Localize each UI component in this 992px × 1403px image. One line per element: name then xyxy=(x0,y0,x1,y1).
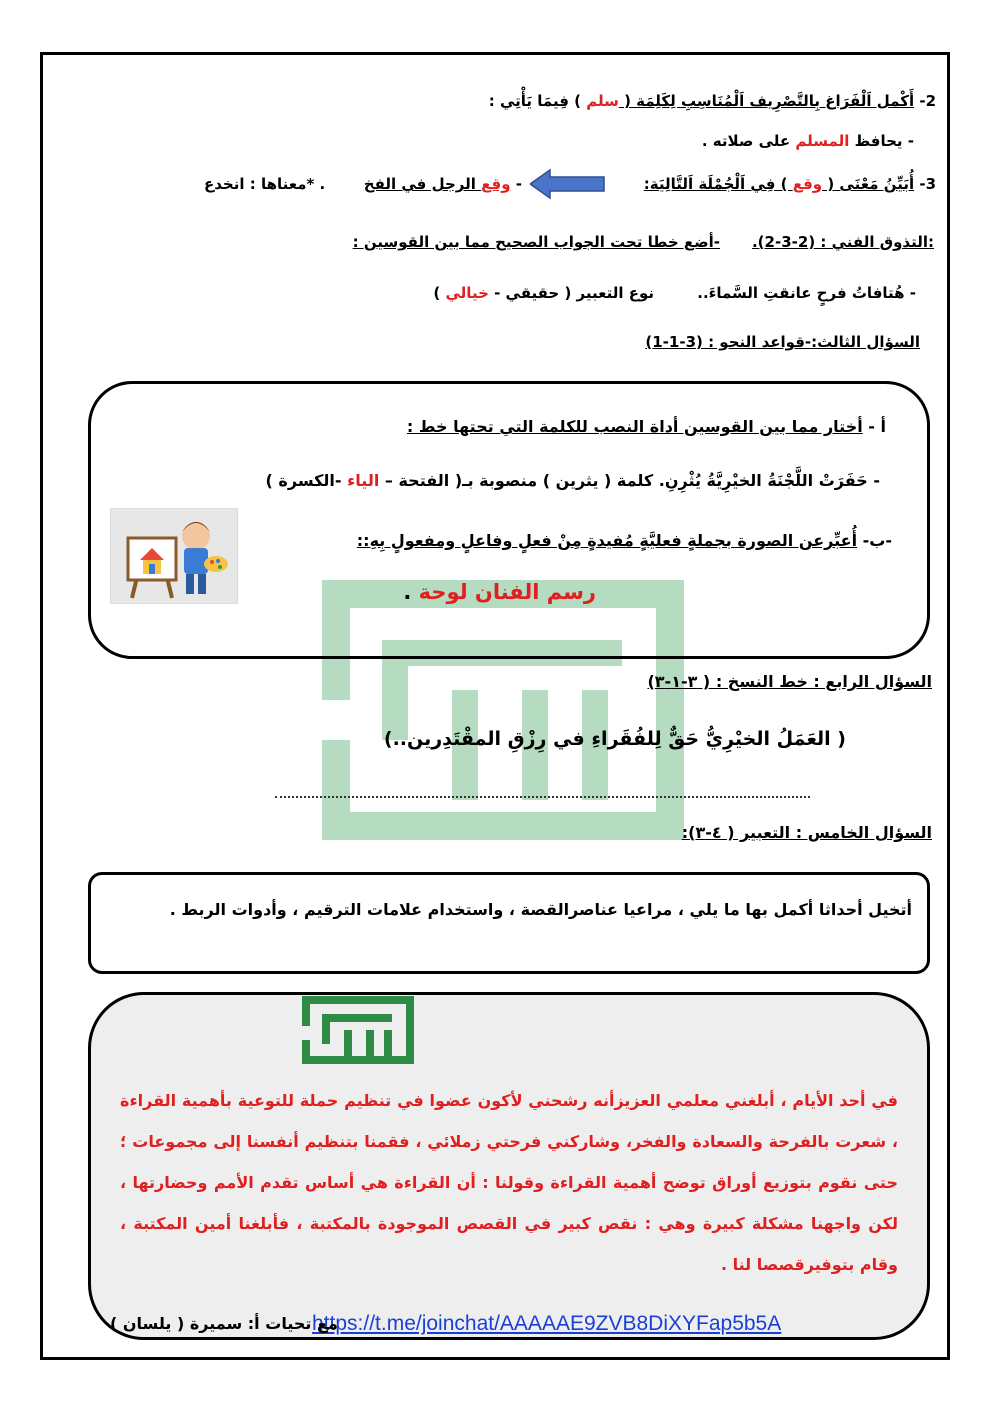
q3-meaning: . *معناها : انخدع xyxy=(204,175,326,193)
taste-line: - هُتافاتُ فرحٍ عانقتِ السَّماءَ.. xyxy=(697,284,916,302)
q3-text2: ) فِي اَلْجُمْلَة اَلتَّالِيَة: xyxy=(643,175,793,193)
q2-answer-suffix: على صلاته . xyxy=(701,132,796,150)
story-paragraph: في أحد الأيام ، أبلغني معلمي العزيزأنه رشحني لأكون عضوا في تنظيم حملة للتوعية بأهمية القراءة ، شعرت بالفرحة والسعادة والفخر، وشاركني فرحتي زملائي ، فقمنا بتنظيم أنفسنا إلى مجموعات ؛ حتى نقوم بتوزيع أوراق توضح أهمية القراءة وقولنا : أن القراءة هي أساس تقدم الأمم وحضارتها ، لكن واجهنا مشكلة كبيرة وهي : نقص كبير في القصص الموجودة بالمكتبة ، فأبلغنا أمين المكتبة ، وقام بتوفيرقصصا لنا . xyxy=(120,1091,898,1274)
q2-suffix: ) فِيمَا يَأْتِي : xyxy=(488,92,587,110)
q3-sentence-line xyxy=(364,175,522,193)
q-third-heading: السؤال الثالث:-قواعد النحو : (3-1-1) xyxy=(645,333,920,351)
q-fourth-heading: السؤال الرابع : خط النسخ : ( ٣-١-٣) xyxy=(647,672,932,691)
q-third-b-line xyxy=(357,531,892,550)
q2-text: أَكْمل اَلْفَرَاغ بِالتَّصْرِيف اَلْمُنَاسِبِ لِكَلِمَة ( xyxy=(618,92,915,110)
q2-word: سلم xyxy=(586,92,619,110)
taste-heading: :التذوق الفني : (2-3-2). xyxy=(751,233,934,251)
taste-answer: خيالي xyxy=(445,284,489,302)
writing-line xyxy=(275,796,810,798)
q-third-a-sentence xyxy=(266,471,880,490)
q-third-a-answer: الياء xyxy=(347,471,380,490)
q3-sentence-dash: - xyxy=(510,175,522,193)
arrow-left-icon xyxy=(530,168,606,200)
taste-type-line xyxy=(433,284,654,302)
painter-boy-icon xyxy=(110,508,238,604)
q3-prefix: 3- xyxy=(914,175,936,193)
q-third-a-sentence-text: - حَفَرَتْ اللَّجْنَةُ الخيْرِيَّةُ يُثْرِنِ. كلمة ( يثرين ) منصوبة بـ( الفتحة – xyxy=(379,471,880,490)
q-third-a-close: -الكسرة ) xyxy=(265,471,348,490)
q-third-b-text: أُعبِّرعن الصورة بجملةٍ فعليَّةٍ مُفيدةٍ مِنْ فعلٍ وفاعلٍ ومفعولٍ بِهِ:: xyxy=(356,531,858,550)
taste-type-close: ) xyxy=(433,284,446,302)
q-fifth-instruction: أتخيل أحداثا أكمل بها ما يلي ، مراعيا عناصرالقصة ، واستخدام علامات الترقيم ، وأدوات الربط . xyxy=(169,900,912,919)
q2-prefix: 2- xyxy=(914,92,936,110)
q-third-a-line xyxy=(407,417,886,436)
q2-line xyxy=(489,92,936,110)
q2-answer: المسلم xyxy=(795,132,850,150)
q2-answer-line xyxy=(702,132,914,150)
q3-line xyxy=(644,175,936,193)
q3-sentence-word: وقع xyxy=(481,175,511,193)
q2-answer-prefix: - يحافظ xyxy=(849,132,914,150)
calligraphy-logo xyxy=(302,996,414,1064)
q-third-a-text: أختار مما بين القوسين أداة النصب للكلمة التي تحتها خط : xyxy=(406,417,863,436)
telegram-link[interactable]: https://t.me/joinchat/AAAAAE9ZVB8DiXYFap5b5A xyxy=(312,1312,782,1335)
q-third-b-answer-line xyxy=(403,580,596,604)
taste-type-label: نوع التعبير ( حقيقي - xyxy=(488,284,654,302)
q3-word: وقع xyxy=(792,175,823,193)
q-third-a-label: أ - xyxy=(862,417,886,436)
q-third-b-label: -ب- xyxy=(857,531,892,550)
q-fourth-sentence: ( العَمَلُ الخيْرِيُّ حَقٌّ لِلفُقَراءِ في رِزْقِ المقْتَدِرين..) xyxy=(383,728,846,750)
q3-text1: أُبَيِّنُ مَعْنَى ( xyxy=(822,175,915,193)
taste-instruction: -أضع خطا تحت الجواب الصحيح مما بين القوسين : xyxy=(352,233,720,251)
q-third-b-period: . xyxy=(403,580,419,604)
q-third-b-answer: رسم الفنان لوحة xyxy=(418,580,596,604)
signature: مع تحيات أ: سميرة ( يلسان ) xyxy=(110,1314,338,1333)
q3-sentence-rest: الرجل في الفخ xyxy=(363,175,482,193)
q-fifth-heading: السؤال الخامس : التعبير ( ٤-٣): xyxy=(681,823,932,842)
